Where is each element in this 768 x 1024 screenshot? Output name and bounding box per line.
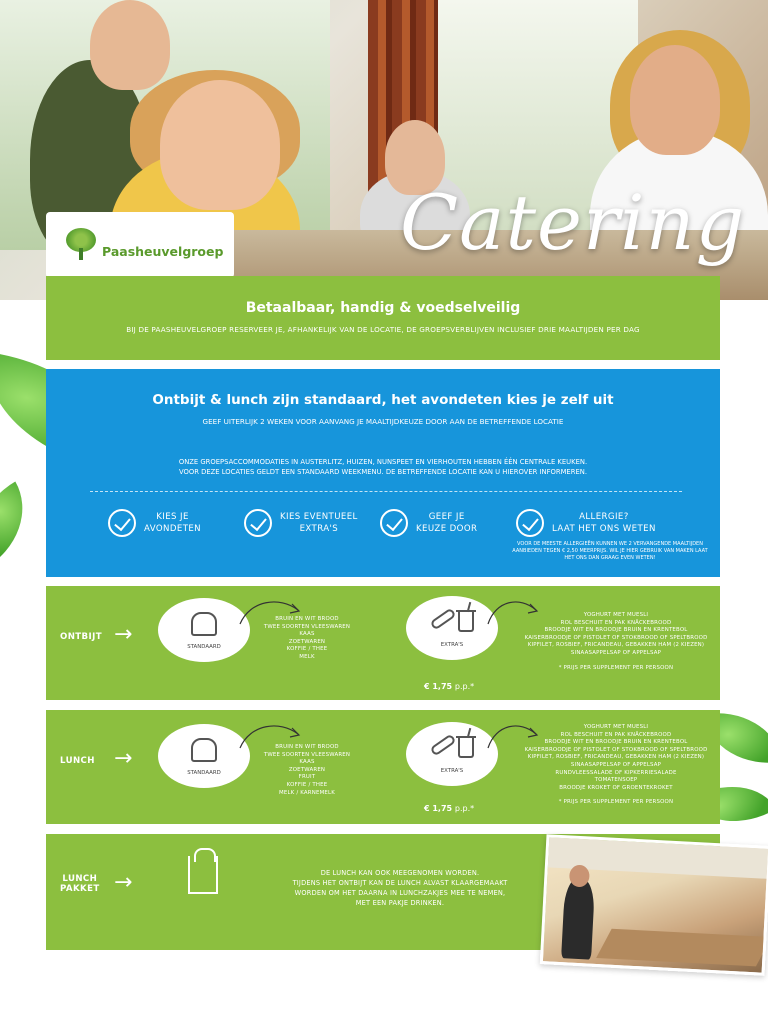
tree-icon [64,228,98,262]
baguette-icon [429,607,456,630]
step-choose-extras: KIES EVENTUEEL EXTRA'S [244,509,358,537]
info-block [46,369,720,577]
check-icon [516,509,544,537]
drink-icon [458,738,474,758]
breakfast-band [46,586,720,700]
breakfast-label: ONTBIJT [60,632,102,642]
drink-icon [458,612,474,632]
check-icon [108,509,136,537]
step-submit: GEEF JE KEUZE DOOR [380,509,477,537]
step-allergy: ALLERGIE? LAAT HET ONS WETEN [516,509,656,537]
boy-head [90,0,170,90]
bread-icon [191,738,217,762]
standard-caption: STANDAARD [187,770,221,776]
check-icon [380,509,408,537]
lunch-label: LUNCH [60,756,95,766]
lunch-bag-icon [188,856,218,894]
intro-title: Betaalbaar, handig & voedselveilig [245,300,521,316]
hero-title: Catering [400,178,746,267]
info-text [46,457,720,477]
extras-caption: EXTRA'S [440,642,464,648]
allergy-note: VOOR DE MEESTE ALLERGIEËN KUNNEN WE 2 VERVANGENDE MAALTIJDEN AANBIEDEN TEGEN € 2,50 MEERPRIJS. WIL JE HIER GEBRUIK VAN MAKEN LAAT HET ONS DAN GRAAG EVEN WETEN! [512,541,708,561]
extras-caption: EXTRA'S [440,768,464,774]
brand-name: Paasheuvelgroep [102,243,224,259]
standard-list: BRUIN EN WIT BROOD TWEE SOORTEN VLEESWAREN KAAS ZOETWAREN FRUIT KOFFIE / THEE MELK / KARNEMELK [263,744,351,796]
info-title: Ontbijt & lunch zijn standaard, het avondeten kies je zelf uit [152,392,614,408]
leaf-icon [0,482,45,569]
arrow-right-icon: → [114,870,133,895]
packed-lunch-text: DE LUNCH KAN OOK MEEGENOMEN WORDEN. TIJDENS HET ONTBIJT KAN DE LUNCH ALVAST KLAARGEMAAKT WORDEN OM HET DAARNA IN LUNCHZAKJES MEE TE NEMEN, MET EEN PAKJE DRINKEN. [292,869,508,907]
info-subtitle: GEEF UITERLIJK 2 WEKEN VOOR AANVANG JE MAALTIJDKEUZE DOOR AAN DE BETREFFENDE LOCATIE [202,417,564,426]
info-line: ONZE GROEPSACCOMMODATIES IN AUSTERLITZ, HUIZEN, NUNSPEET EN VIERHOUTEN HEBBEN ÉÉN CENTRALE KEUKEN. [178,458,588,466]
packed-lunch-label: LUNCH PAKKET [60,874,100,894]
divider [90,491,682,492]
girl-head [160,80,280,210]
bread-icon [191,612,217,636]
woman-head [630,45,720,155]
extras-list: YOGHURT MET MUESLI ROL BESCHUIT EN PAK KNÄCKEBROOD BROODJE WIT EN BROODJE BRUIN EN KRENTEBOL KAISERBROODJE OF PISTOLET OF STOKBROOD OF SPELTBROOD KIPFILET, ROSBIEF, FRICANDEAU, GEBAKKEN HAM (2 KIEZEN) SINAASAPPELSAP OF APPELSAP * PRIJS PER SUPPLEMENT PER PERSOON [524,612,708,671]
intro-subtitle: BIJ DE PAASHEUVELGROEP RESERVEER JE, AFHANKELIJK VAN DE LOCATIE, DE GROEPSVERBLIJVEN INCLUSIEF DRIE MAALTIJDEN PER DAG [126,325,640,334]
lunch-price: € 1,75 p.p.* [424,804,475,813]
extras-list: YOGHURT MET MUESLI ROL BESCHUIT EN PAK KNÄCKEBROOD BROODJE WIT EN BROODJE BRUIN EN KRENTEBOL KAISERBROODJE OF PISTOLET OF STOKBROOD OF SPELTBROOD KIPFILET, ROSBIEF, FRICANDEAU, GEBAKKEN HAM (2 KIEZEN) SINAASAPPELSAP OF APPELSAP RUNDVLEESSALADE OF KIPKERRIESALADE TOMATENSOEP BROODJE KROKET OF GROENTEKROKET * PRIJS PER SUPPLEMENT PER PERSOON [524,724,708,806]
intro-band [46,276,720,360]
arrow-right-icon: → [114,746,133,771]
dining-room-photo [540,834,768,976]
arrow-right-icon: → [114,622,133,647]
standard-list: BRUIN EN WIT BROOD TWEE SOORTEN VLEESWAREN KAAS ZOETWAREN KOFFIE / THEE MELK [263,616,351,660]
baguette-icon [429,733,456,756]
brand-logo[interactable] [46,212,234,278]
lunch-band [46,710,720,824]
check-icon [244,509,272,537]
breakfast-price: € 1,75 p.p.* [424,682,475,691]
info-line: VOOR DEZE LOCATIES GELDT EEN STANDAARD WEEKMENU. DE BETREFFENDE LOCATIE KAN U HIEROVER INFORMEREN. [179,468,587,476]
standard-caption: STANDAARD [187,644,221,650]
step-choose-dinner: KIES JE AVONDETEN [108,509,201,537]
